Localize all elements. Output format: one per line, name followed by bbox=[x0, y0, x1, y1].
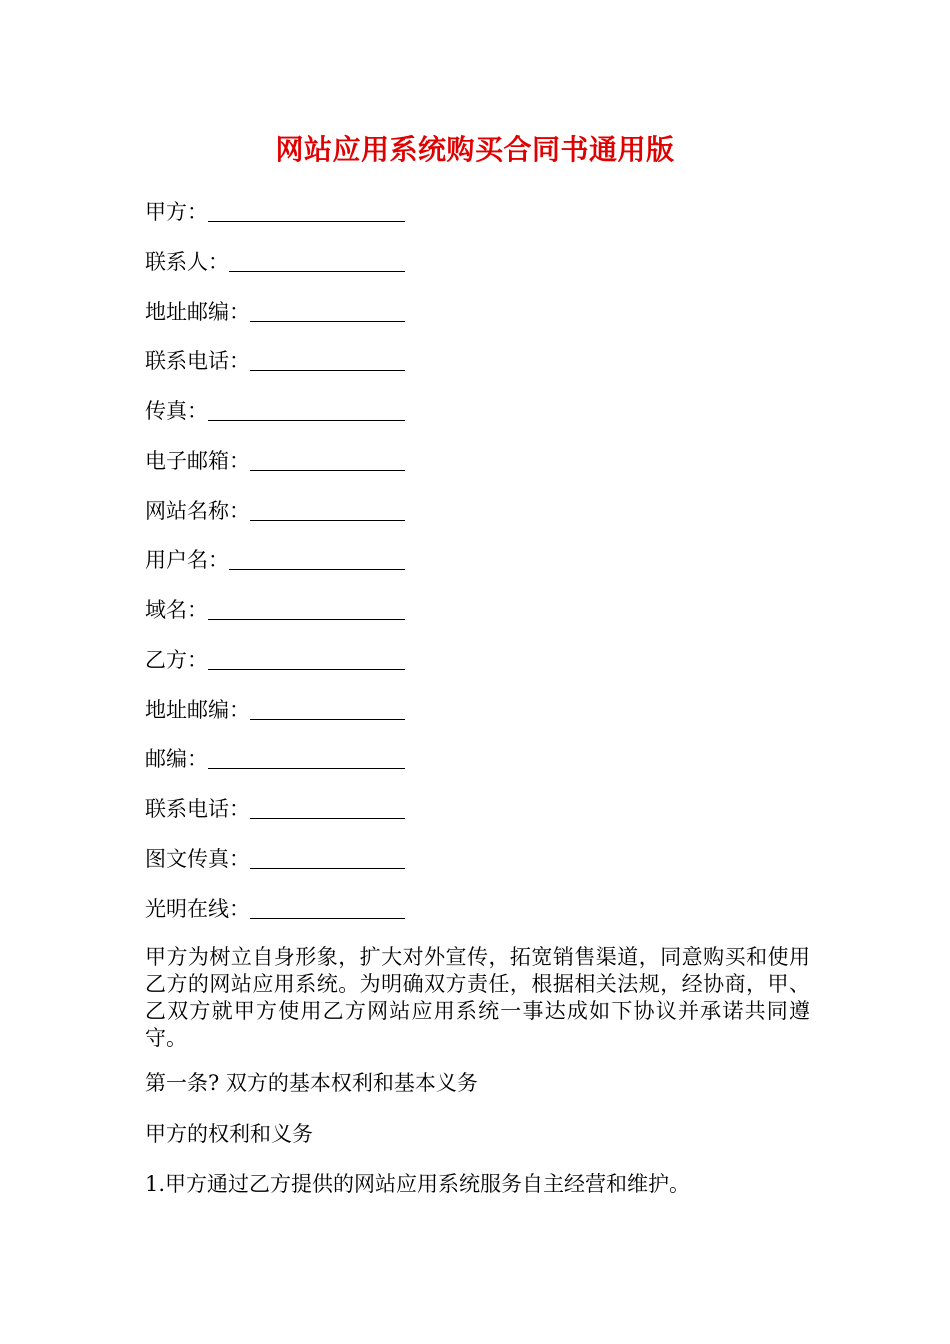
blank-line bbox=[250, 848, 405, 869]
field-email bbox=[145, 447, 405, 475]
article-1-heading: 第一条? 双方的基本权利和基本义务 bbox=[145, 1071, 478, 1095]
blank-line bbox=[250, 450, 405, 471]
field-party-a bbox=[145, 198, 405, 226]
field-label: 地址邮编： bbox=[145, 698, 250, 722]
blank-line bbox=[229, 251, 405, 272]
field-phone bbox=[145, 347, 405, 375]
field-phone-b bbox=[145, 795, 405, 823]
field-fax-b bbox=[145, 845, 405, 873]
field-label: 域名： bbox=[145, 598, 208, 622]
field-guangming-online bbox=[145, 895, 405, 923]
field-label: 乙方： bbox=[145, 648, 208, 672]
field-party-b bbox=[145, 646, 405, 674]
field-label: 地址邮编： bbox=[145, 300, 250, 324]
party-a-rights-heading: 甲方的权利和义务 bbox=[145, 1122, 313, 1146]
blank-line bbox=[208, 201, 405, 222]
field-label: 网站名称： bbox=[145, 499, 250, 523]
field-label: 光明在线： bbox=[145, 897, 250, 921]
field-label: 邮编： bbox=[145, 747, 208, 771]
intro-paragraph: 甲方为树立自身形象，扩大对外宣传，拓宽销售渠道，同意购买和使用乙方的网站应用系统。为明确双方责任，根据相关法规，经协商，甲、乙双方就甲方使用乙方网站应用系统一事达成如下协议并承诺共同遵守。 bbox=[145, 945, 810, 1050]
field-zip bbox=[145, 745, 405, 773]
document-title: 网站应用系统购买合同书通用版 bbox=[275, 133, 675, 166]
blank-line bbox=[250, 898, 405, 919]
field-address-zip-b bbox=[145, 696, 405, 724]
blank-line bbox=[208, 748, 405, 769]
field-label: 联系电话： bbox=[145, 797, 250, 821]
field-domain bbox=[145, 596, 405, 624]
field-username bbox=[145, 546, 405, 574]
blank-line bbox=[208, 599, 405, 620]
blank-line bbox=[250, 301, 405, 322]
field-address-zip bbox=[145, 298, 405, 326]
field-fax bbox=[145, 397, 405, 425]
blank-line bbox=[208, 400, 405, 421]
field-label: 图文传真： bbox=[145, 847, 250, 871]
blank-line bbox=[208, 649, 405, 670]
blank-line bbox=[229, 549, 405, 570]
field-label: 电子邮箱： bbox=[145, 449, 250, 473]
field-contact-person bbox=[145, 248, 405, 276]
field-label: 甲方： bbox=[145, 200, 208, 224]
blank-line bbox=[250, 798, 405, 819]
field-label: 联系电话： bbox=[145, 349, 250, 373]
blank-line bbox=[250, 699, 405, 720]
field-label: 用户名： bbox=[145, 548, 229, 572]
blank-line bbox=[250, 350, 405, 371]
blank-line bbox=[250, 500, 405, 521]
field-label: 联系人： bbox=[145, 250, 229, 274]
clause-item-1: 1.甲方通过乙方提供的网站应用系统服务自主经营和维护。 bbox=[145, 1172, 691, 1196]
field-label: 传真： bbox=[145, 399, 208, 423]
field-website-name bbox=[145, 497, 405, 525]
